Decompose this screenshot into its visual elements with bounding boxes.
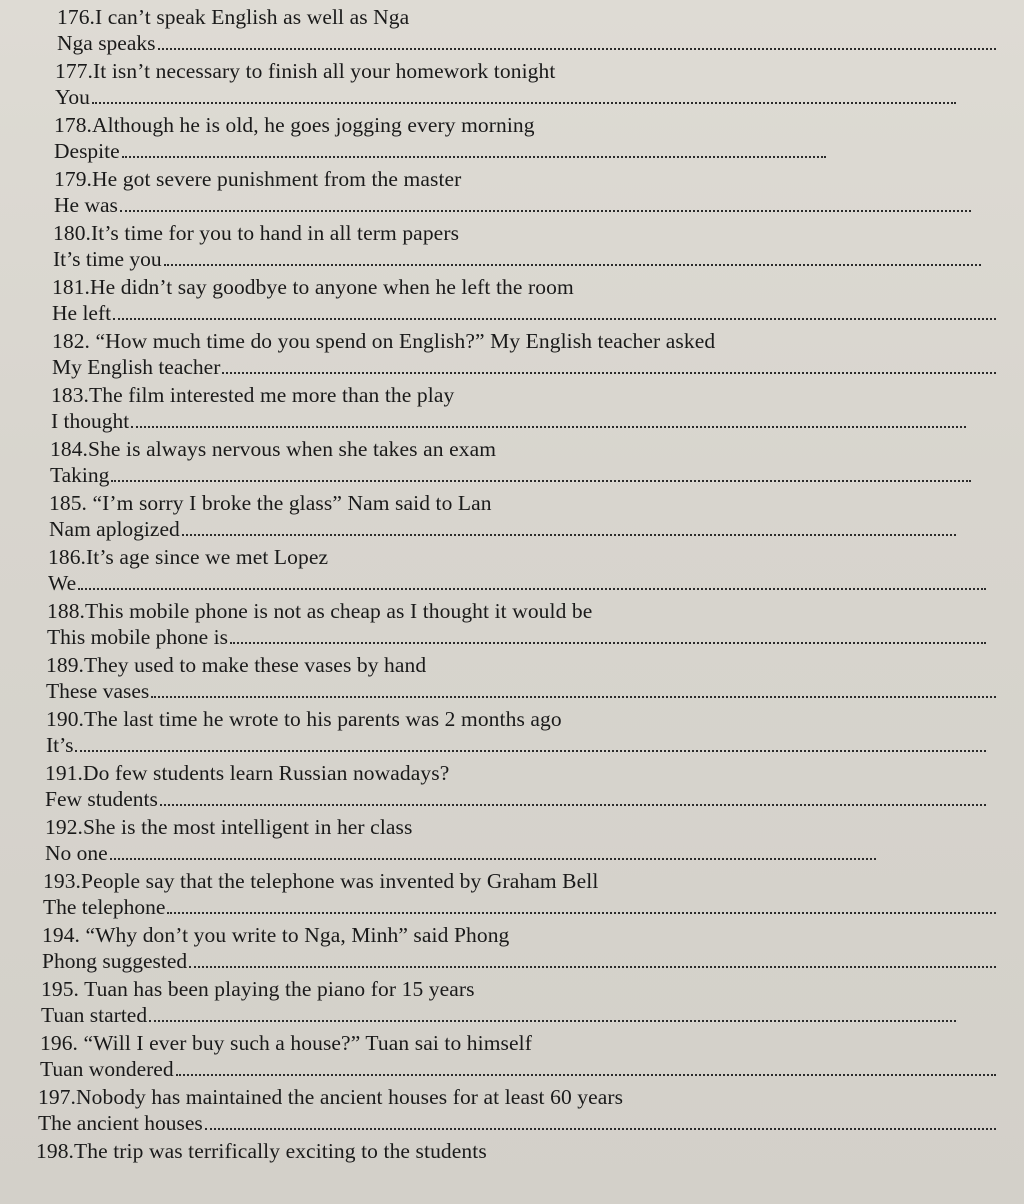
- answer-stem: No one: [45, 841, 108, 865]
- answer-stem: My English teacher: [52, 355, 221, 379]
- dotted-answer-blank[interactable]: [151, 678, 996, 698]
- dotted-answer-blank[interactable]: [189, 948, 996, 968]
- question-sentence: 186.It’s age since we met Lopez: [48, 545, 329, 569]
- dotted-answer-blank[interactable]: [149, 1002, 956, 1022]
- answer-stem: It’s: [46, 733, 74, 757]
- exercise-item: [0, 166, 975, 220]
- answer-line[interactable]: [46, 678, 1000, 706]
- answer-stem: Phong suggested: [42, 949, 188, 973]
- answer-line[interactable]: [41, 1002, 960, 1030]
- dotted-answer-blank[interactable]: [182, 516, 956, 536]
- answer-stem: It’s time you: [53, 247, 162, 271]
- answer-line[interactable]: [38, 1110, 1000, 1138]
- exercise-item: [0, 868, 1000, 922]
- dotted-answer-blank[interactable]: [122, 138, 826, 158]
- answer-line[interactable]: [53, 246, 985, 274]
- question-sentence: 190.The last time he wrote to his parents was 2 months ago: [46, 707, 562, 731]
- question-sentence: 185. “I’m sorry I broke the glass” Nam said to Lan: [49, 491, 492, 515]
- question-sentence: 183.The film interested me more than the play: [51, 383, 455, 407]
- question-sentence: 193.People say that the telephone was invented by Graham Bell: [43, 869, 599, 893]
- answer-line[interactable]: [52, 354, 1000, 382]
- answer-stem: Tuan wondered: [40, 1057, 174, 1081]
- exercise-item: [0, 706, 990, 760]
- exercise-item: [0, 274, 1000, 328]
- answer-stem: Nga speaks: [57, 31, 156, 55]
- dotted-answer-blank[interactable]: [205, 1110, 996, 1130]
- dotted-answer-blank[interactable]: [111, 462, 971, 482]
- exercise-item: [0, 544, 990, 598]
- question-sentence: 195. Tuan has been playing the piano for 15 years: [41, 977, 475, 1001]
- dotted-answer-blank[interactable]: [158, 30, 996, 50]
- question-sentence: 178.Although he is old, he goes jogging every morning: [54, 113, 535, 137]
- question-sentence: 177.It isn’t necessary to finish all your homework tonight: [55, 59, 556, 83]
- question-sentence: 188.This mobile phone is not as cheap as I thought it would be: [47, 599, 593, 623]
- question-sentence: 189.They used to make these vases by hand: [46, 653, 427, 677]
- answer-line[interactable]: [54, 138, 830, 166]
- exercise-item: [0, 112, 830, 166]
- answer-line[interactable]: [45, 786, 990, 814]
- question-sentence: 184.She is always nervous when she takes an exam: [50, 437, 497, 461]
- dotted-answer-blank[interactable]: [110, 840, 876, 860]
- exercise-item: [0, 490, 960, 544]
- answer-stem: These vases: [46, 679, 150, 703]
- exercise-item: [0, 220, 985, 274]
- exercise-item: [0, 58, 960, 112]
- question-sentence: 182. “How much time do you spend on English?” My English teacher asked: [52, 329, 716, 353]
- answer-line[interactable]: [48, 570, 990, 598]
- answer-stem: Nam aplogized: [49, 517, 180, 541]
- answer-line[interactable]: [55, 84, 960, 112]
- exercise-item: [0, 1030, 1000, 1084]
- question-sentence: 179.He got severe punishment from the master: [54, 167, 462, 191]
- answer-line[interactable]: [43, 894, 1000, 922]
- exercise-item: [0, 976, 960, 1030]
- answer-stem: I thought: [51, 409, 130, 433]
- answer-line[interactable]: [57, 30, 1000, 58]
- answer-stem: He was: [54, 193, 118, 217]
- exercise-item: [0, 382, 970, 436]
- answer-stem: Taking: [50, 463, 110, 487]
- answer-line[interactable]: [54, 192, 975, 220]
- answer-stem: Few students: [45, 787, 158, 811]
- answer-stem: He left: [52, 301, 112, 325]
- exercise-item: [0, 922, 1000, 976]
- dotted-answer-blank[interactable]: [176, 1056, 996, 1076]
- answer-line[interactable]: [47, 624, 990, 652]
- question-sentence: 194. “Why don’t you write to Nga, Minh” said Phong: [42, 923, 510, 947]
- exercise-item: [0, 436, 975, 490]
- exercise-item: [0, 328, 1000, 382]
- answer-line[interactable]: [46, 732, 990, 760]
- dotted-answer-blank[interactable]: [75, 732, 986, 752]
- dotted-answer-blank[interactable]: [230, 624, 986, 644]
- answer-line[interactable]: [51, 408, 970, 436]
- answer-line[interactable]: [49, 516, 960, 544]
- answer-stem: This mobile phone is: [47, 625, 228, 649]
- exercise-item: [0, 760, 990, 814]
- exercise-item: [0, 598, 990, 652]
- answer-stem: We: [48, 571, 77, 595]
- answer-stem: Despite: [54, 139, 120, 163]
- dotted-answer-blank[interactable]: [92, 84, 956, 104]
- question-sentence: 191.Do few students learn Russian nowadays?: [45, 761, 450, 785]
- exercise-item: [0, 814, 880, 868]
- question-sentence: 176.I can’t speak English as well as Nga: [57, 5, 410, 29]
- dotted-answer-blank[interactable]: [164, 246, 981, 266]
- answer-line[interactable]: [50, 462, 975, 490]
- dotted-answer-blank[interactable]: [78, 570, 986, 590]
- exercise-item: [0, 1138, 1000, 1164]
- dotted-answer-blank[interactable]: [167, 894, 996, 914]
- answer-stem: The ancient houses: [38, 1111, 203, 1135]
- question-sentence: 180.It’s time for you to hand in all term papers: [53, 221, 460, 245]
- answer-line[interactable]: [40, 1056, 1000, 1084]
- answer-stem: Tuan started: [41, 1003, 148, 1027]
- dotted-answer-blank[interactable]: [120, 192, 971, 212]
- answer-line[interactable]: [45, 840, 880, 868]
- question-sentence: 197.Nobody has maintained the ancient houses for at least 60 years: [38, 1085, 624, 1109]
- answer-line[interactable]: [42, 948, 1000, 976]
- dotted-answer-blank[interactable]: [131, 408, 966, 428]
- exercise-item: [0, 4, 1000, 58]
- question-sentence: 198.The trip was terrifically exciting to the students: [36, 1139, 487, 1163]
- worksheet-page: [0, 4, 1024, 1204]
- answer-stem: You: [55, 85, 90, 109]
- dotted-answer-blank[interactable]: [160, 786, 986, 806]
- answer-line[interactable]: [52, 300, 1000, 328]
- question-sentence: 181.He didn’t say goodbye to anyone when he left the room: [52, 275, 574, 299]
- question-sentence: 192.She is the most intelligent in her class: [45, 815, 413, 839]
- answer-stem: The telephone: [43, 895, 166, 919]
- dotted-answer-blank[interactable]: [113, 300, 996, 320]
- exercise-item: [0, 652, 1000, 706]
- question-sentence: 196. “Will I ever buy such a house?” Tuan sai to himself: [40, 1031, 532, 1055]
- dotted-answer-blank[interactable]: [222, 354, 996, 374]
- exercise-item: [0, 1084, 1000, 1138]
